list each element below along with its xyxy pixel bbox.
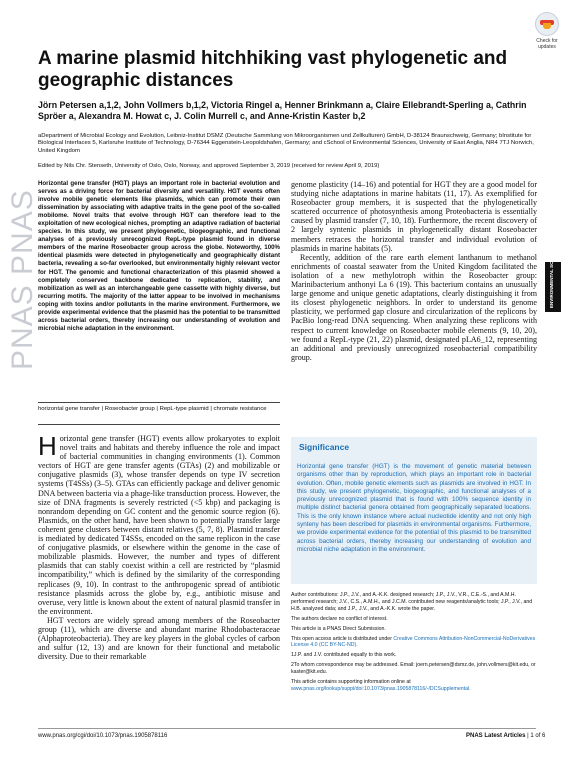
correspondence: 2To whom correspondence may be addressed. Email: joern.petersen@dsmz.de, john.vollmers@kit.edu, or kaster@kit.edu. (291, 662, 536, 676)
footer-doi-link[interactable]: www.pnas.org/cgi/doi/10.1073/pnas.1905878116 (38, 733, 168, 739)
badge-label: Check for updates (536, 38, 558, 50)
significance-box (291, 437, 537, 584)
author-notes (291, 592, 537, 696)
intro-paragraph-2: HGT vectors are widely spread among members of the Roseobacter group (11), which are diverse and abundant marine Rhodobacteraceae (Alphaproteobacteria). They are key players in the global cycles of carbon and sulfur (12, 13) and are known for their functional and metabolic diversity. Due to their remarkable (38, 615, 280, 662)
license-link[interactable]: Creative Commons Attribution-NonCommercial-NoDerivatives License 4.0 (CC BY-NC-ND). (291, 635, 536, 649)
direct-submission: This article is a PNAS Direct Submission. (291, 625, 386, 632)
keywords: horizontal gene transfer | Roseobacter group | RepL-type plasmid | chromate resistance (38, 402, 280, 413)
supporting-info-link[interactable]: www.pnas.org/lookup/suppl/doi:10.1073/pnas.1905878116/-/DCSupplemental. (291, 685, 471, 692)
supporting-info-note (291, 679, 537, 693)
intro-paragraph-1: orizontal gene transfer (HGT) events allow prokaryotes to exploit novel traits and habitats and thereby influence the role and impact of bacterial communities in changing environments (1). Common vectors of HGT are gene transfer agents (GTAs) (2) and mobilizable or conjugative plasmids (3), whose transfer depends on type IV secretion systems (T4SSs) (3–5). GTAs can efficiently package and deliver genomic DNA between bacteria via a phage-like transduction process. However, the size of DNA fragments is severely restricted (<5 kbp) and packaging is nonrandom depending on GC content and the genomic source region (6). Plasmids, on the other hand, have been shown to potentially transfer large coherent gene clusters between distant relatives (5, 7, 8). Plasmid transfer is mediated by dedicated T4SSs, encoded on the same replicon in the case of conjugative plasmids, or elsewhere within the genome in the case of mobilizable plasmids. However, the number and types of different plasmids that can stably coexist within a cell are restricted by “plasmid incompatibility,” which is defined by the similarity of the corresponding replicases (9, 10). In contrast to the anthropogenic spread of antibiotic resistance plasmids across the globe by, e.g., antibiotic misuse and overuse, very little is known about the extent of natural plasmid transfer in the environment. (38, 434, 280, 616)
edited-by: Edited by Nils Chr. Stenseth, University of Oslo, Oslo, Norway, and approved September 3, 2019 (received for review April 9, 2019) (38, 163, 380, 169)
footer-page-number: 1 of 6 (530, 733, 546, 739)
significance-title: Significance (299, 442, 350, 452)
footer-journal: PNAS Latest Articles (466, 733, 526, 739)
si-prefix: This article contains supporting information online at (291, 679, 411, 686)
open-access-note (291, 636, 537, 650)
section-tab (545, 244, 561, 312)
open-access-prefix: This open access article is distributed under (291, 635, 394, 642)
author-contributions: Author contributions: J.P., J.V., and A.-K.K. designed research; J.P., J.V., V.R., C.E.-S., and A.M.H. performed research; J.V., C.S., A.M.H., and J.C.M. contributed new reagents/analytic tools; J.P., J.V., and H.B. analyzed data; and J.P., J.V., and A.-K.K. wrote the paper. (291, 592, 533, 612)
article-title: A marine plasmid hitchhiking vast phylogenetic and geographic distances (38, 48, 508, 91)
abstract: Horizontal gene transfer (HGT) plays an important role in bacterial evolution and serves as a driving force for bacterial diversity and versatility. HGT events often involve mobile genetic elements like plasmids, which can promote their own dissemination by associating with adaptive traits in the gene pool of the so-called mobilome. Novel traits that evolve through HGT can therefore lead to the exploitation of new ecological niches, prompting an adaptive radiation of bacterial species. In this study, we present phylogenetic, biogeographic, and functional analyses of a previously unrecognized RepL-type plasmid found in diverse members of the marine Roseobacter group across the globe. Noteworthy, 100% identical plasmids were detected in phylogenetically and geographically distant bacteria, revealing a so-far overlooked, but environmentally highly relevant vector for HGT. The genomic and functional characterization of this plasmid showed a completely conserved backbone dedicated to replication, stability, and mobilization as well as an interchangeable gene cassette with highly diverse, but recurring motifs. The majority of the latter appear to be involved in mechanisms coping with toxins and/or pollutants in the marine environment. Furthermore, we provide experimental evidence that the plasmid has the potential to be transmitted across bacterial orders, thereby increasing our understanding of evolution and microbial niche adaptation in the environment. (38, 180, 280, 332)
check-for-updates-badge[interactable] (530, 12, 564, 48)
affiliations: aDepartment of Microbial Ecology and Evolution, Leibniz-Institut DSMZ (Deutsche Sammlung von Mikroorganismen und Zellkulturen) GmbH, D-38124 Braunschweig, Germany; bInstitute for Biological Interfaces 5, Karlsruhe Institute of Technology, D-76344 Eggenstein-Leopoldshafen, Germany; and cSchool of Environmental Sciences, University of East Anglia, NR4 7TJ Norwich, United Kingdom (38, 133, 534, 154)
author-list: Jörn Petersen a,1,2, John Vollmers b,1,2, Victoria Ringel a, Henner Brinkmann a, Claire Ellebrandt-Sperling a, Cathrin Spröer a, Alexandra M. Howat c, J. Colin Murrell c, and Anne-Kristin Kaster b,2 (38, 100, 527, 121)
check-updates-icon (535, 12, 559, 36)
introduction-text (38, 431, 280, 662)
conflict-statement: The authors declare no conflict of interest. (291, 615, 388, 622)
right-column-text (291, 180, 537, 362)
keywords-divider (38, 424, 280, 425)
significance-text: Horizontal gene transfer (HGT) is the movement of genetic material between organisms other than by reproduction, which plays an important role in bacterial evolution. Often, mobile genetic elements such as plasmids are involved in HGT. In this study, we present phylogenetic, biogeographic, and functional analyses of a previously unrecognized plasmid that is found with 100% sequence identity in multiple distinct bacterial genera obtained from geographically separated locations. This is the only known instance where actual nucleotide identity and not only high synteny has been described for plasmids in environmental organisms. Furthermore, we provide experimental evidence for the potential of this plasmid to be transmitted across bacterial orders, thereby increasing our understanding of evolution and microbial niche adaptation in the environment. (297, 463, 531, 553)
pnas-sidebar-wordmark: PNAS PNAS (6, 189, 39, 370)
footer-page-info: PNAS Latest Articles | 1 of 6 (466, 733, 546, 739)
right-paragraph-1: genome plasticity (14–16) and potential for HGT they are a good model for studying niche adaptations in marine habitats (11, 17). As exemplified for Roseobacter group members, it is suspected that the phylogenetically scattered occurrence of photosynthesis among Proteobacteria is essentially caused by plasmid transfer (7, 10, 18). Furthermore, the recent discovery of 2 largely syntenic plasmids in phylogenetically distant Roseobacter members retraces the horizontal transfer and individual evolution of plasmids in marine habitats (5). (291, 180, 537, 253)
right-paragraph-2: Recently, addition of the rare earth element lanthanum to methanol enrichments of coastal seawater from the United Kingdom facilitated the isolation of a new methylotroph within the Roseobacter group: Marinibacterium anthonyi La 6 (19). This bacterium contains an unusually large genome and unique genetic adaptations, clearly distinguishing it from its closest phylogenetic neighbors. In order to understand its genome plasticity, we performed gap closure and circularization of the replicons by PacBio long-read DNA sequencing. When analyzing these replicons with respect to current knowledge on Roseobacter mobile elements (9, 10, 20), we found a RepL-type (21, 22) plasmid, designated pLA6_12, representing an additional and previously unrecognized roseobacterial compatibility group. (291, 252, 537, 362)
section-tab-label: ENVIRONMENTAL SCIENCES (549, 244, 554, 308)
drop-cap: H (38, 431, 57, 461)
footer-divider (38, 728, 536, 729)
equal-contribution: 1J.P. and J.V. contributed equally to this work. (291, 652, 397, 659)
